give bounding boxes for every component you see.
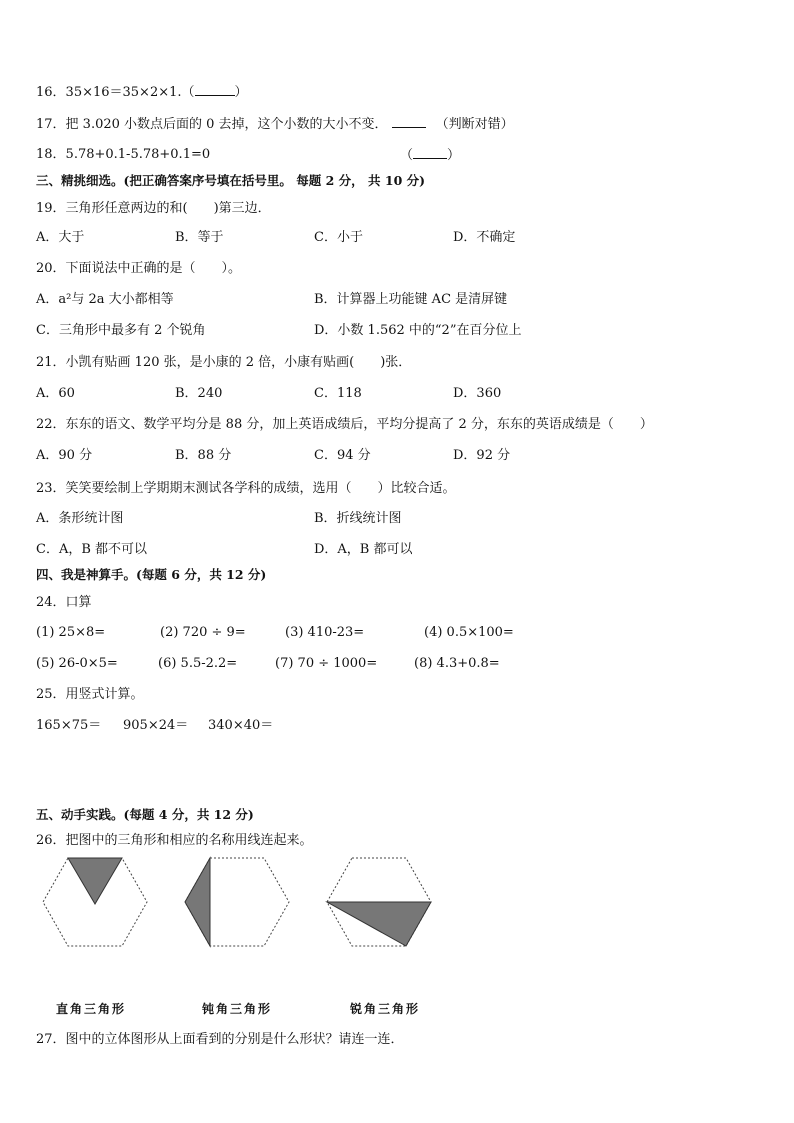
option-d[interactable]: D．360	[453, 386, 502, 401]
question-20-text: 20．下面说法中正确的是（ ）。	[36, 261, 242, 276]
shaded-triangle[interactable]	[327, 902, 431, 946]
option-c[interactable]: C．A，B 都不可以	[36, 542, 148, 557]
section-5-title: 五、动手实践。(每题 4 分，共 12 分)	[36, 807, 254, 822]
question-16-text: 16．35×16＝35×2×1.（	[36, 85, 195, 100]
question-16-close: ）	[234, 85, 248, 100]
vertical-calc-item: 165×75＝	[36, 718, 102, 733]
section-3-title: 三、精挑细选。(把正确答案序号填在括号里。 每题 2 分， 共 10 分)	[36, 173, 426, 188]
question-27-text: 27．图中的立体图形从上面看到的分别是什么形状？请连一连．	[36, 1032, 404, 1047]
shaded-triangle[interactable]	[185, 858, 210, 946]
oral-calc-item: (1) 25×8=	[36, 625, 106, 640]
oral-calc-item: (2) 720 ÷ 9=	[160, 625, 246, 640]
option-b[interactable]: B．等于	[175, 230, 224, 245]
question-23-text: 23．笑笑要绘制上学期期末测试各学科的成绩，选用（ ）比较合适。	[36, 481, 456, 496]
vertical-calc-item: 340×40＝	[208, 718, 274, 733]
question-19-text: 19．三角形任意两边的和( )第三边．	[36, 201, 271, 216]
answer-blank[interactable]	[195, 83, 235, 96]
option-d[interactable]: D．不确定	[453, 230, 516, 245]
hexagon-figure-2	[182, 856, 292, 948]
question-18	[36, 146, 210, 164]
option-a[interactable]: A．60	[36, 386, 75, 401]
option-b[interactable]: B．240	[175, 386, 223, 401]
option-a[interactable]: A．a²与 2a 大小都相等	[36, 292, 174, 307]
option-b[interactable]: B．计算器上功能键 AC 是清屏键	[314, 292, 508, 307]
question-17	[36, 115, 514, 134]
hexagon-figure-3	[324, 856, 434, 948]
question-18-text: 18．5.78+0.1-5.78+0.1=0	[36, 147, 211, 162]
shaded-triangle[interactable]	[68, 858, 122, 904]
oral-calc-item: (8) 4.3+0.8=	[414, 656, 500, 671]
option-c[interactable]: C．三角形中最多有 2 个锐角	[36, 323, 206, 338]
question-26-text: 26．把图中的三角形和相应的名称用线连起来。	[36, 833, 313, 848]
question-25-text: 25．用竖式计算。	[36, 687, 144, 702]
oral-calc-item: (6) 5.5-2.2=	[158, 656, 238, 671]
option-c[interactable]: C．小于	[314, 230, 363, 245]
question-16	[36, 83, 248, 102]
oral-calc-item: (4) 0.5×100=	[424, 625, 514, 640]
question-18-answer	[400, 146, 460, 165]
option-b[interactable]: B．折线统计图	[314, 511, 402, 526]
answer-blank[interactable]	[413, 146, 447, 159]
option-a[interactable]: A．条形统计图	[36, 511, 124, 526]
label-acute-triangle[interactable]: 锐角三角形	[350, 1002, 421, 1016]
question-24-text: 24．口算	[36, 595, 92, 610]
question-21-text: 21．小凯有贴画 120 张，是小康的 2 倍，小康有贴画( )张．	[36, 355, 412, 370]
oral-calc-item: (7) 70 ÷ 1000=	[275, 656, 378, 671]
oral-calc-item: (5) 26-0×5=	[36, 656, 118, 671]
label-obtuse-triangle[interactable]: 钝角三角形	[202, 1002, 273, 1016]
question-17-text: 17．把 3.020 小数点后面的 0 去掉，这个小数的大小不变．	[36, 117, 388, 132]
vertical-calc-item: 905×24＝	[123, 718, 189, 733]
hexagon-figure-1	[40, 856, 150, 948]
option-a[interactable]: A．90 分	[36, 448, 93, 463]
label-right-triangle[interactable]: 直角三角形	[56, 1002, 127, 1016]
question-22-text: 22．东东的语文、数学平均分是 88 分，加上英语成绩后，平均分提高了 2 分，东东的英语成绩是（ ）	[36, 417, 653, 432]
question-18-open: （	[400, 148, 414, 163]
option-a[interactable]: A．大于	[36, 230, 85, 245]
answer-blank[interactable]	[392, 115, 426, 128]
option-d[interactable]: D．A，B 都可以	[314, 542, 413, 557]
option-c[interactable]: C．118	[314, 386, 362, 401]
option-b[interactable]: B．88 分	[175, 448, 232, 463]
option-c[interactable]: C．94 分	[314, 448, 371, 463]
option-d[interactable]: D．92 分	[453, 448, 511, 463]
option-d[interactable]: D．小数 1.562 中的“2”在百分位上	[314, 323, 522, 338]
oral-calc-item: (3) 410-23=	[285, 625, 365, 640]
question-17-suffix: （判断对错）	[435, 117, 514, 132]
section-4-title: 四、我是神算手。(每题 6 分，共 12 分)	[36, 567, 267, 582]
question-18-close: ）	[447, 148, 461, 163]
